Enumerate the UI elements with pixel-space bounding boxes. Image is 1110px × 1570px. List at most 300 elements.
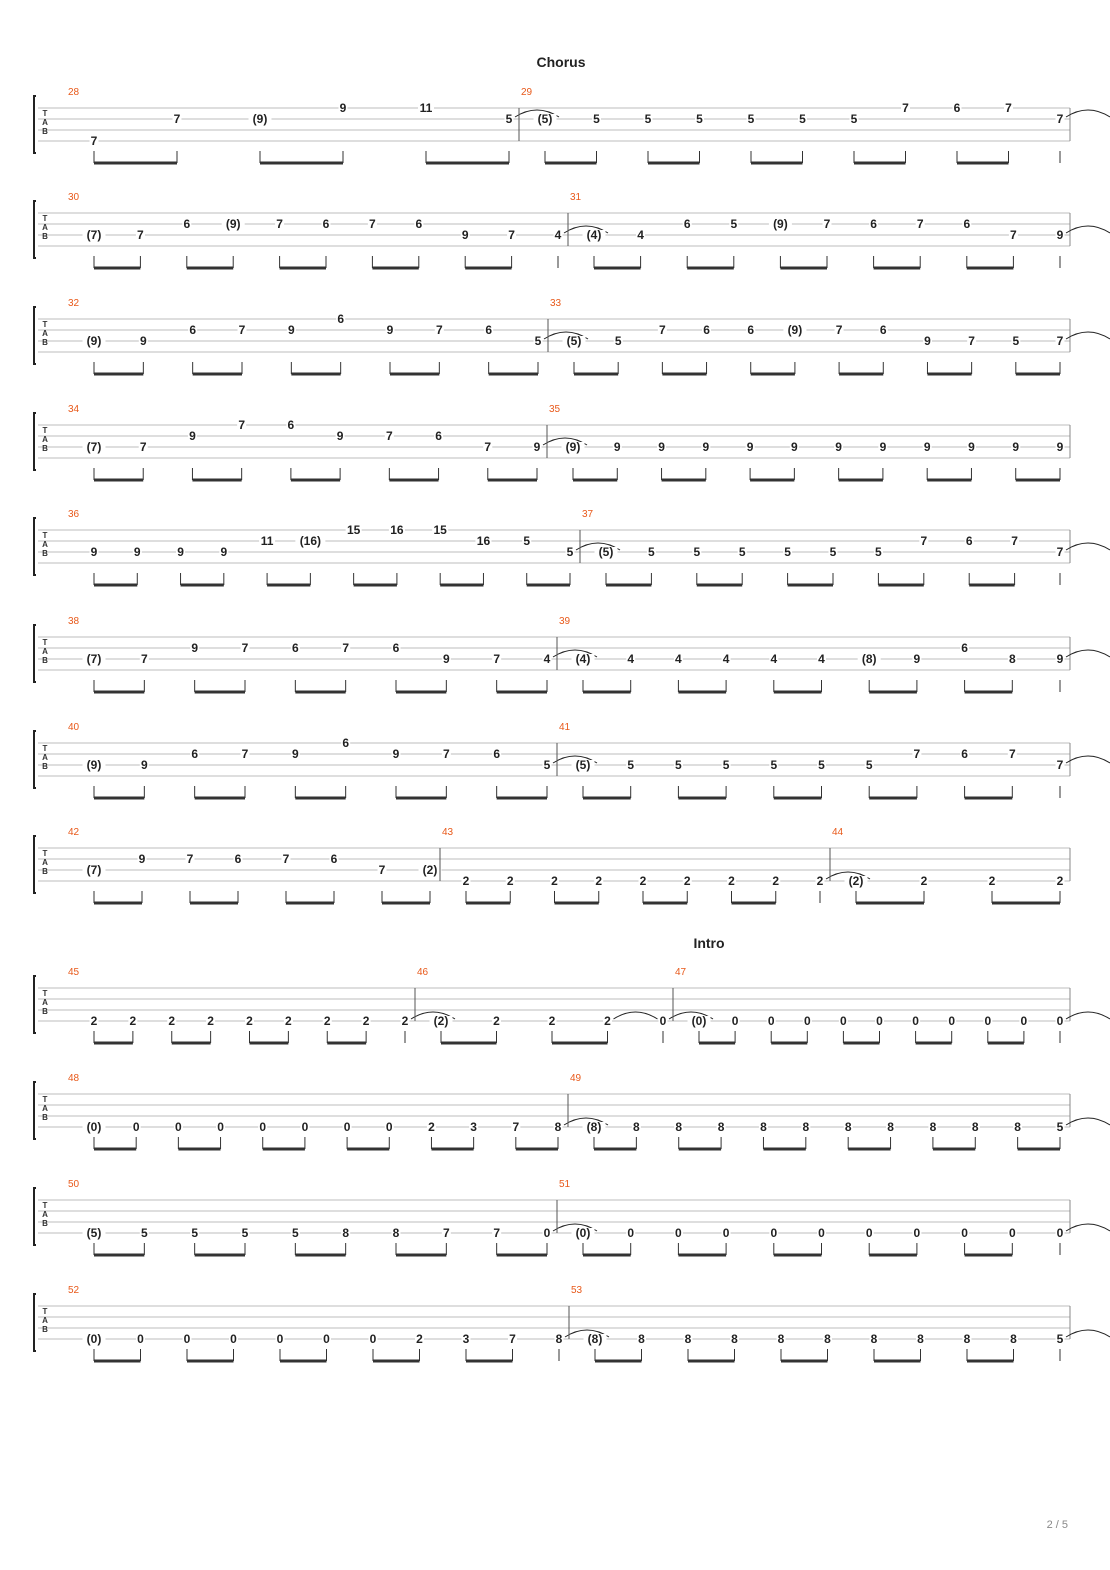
tab-clef-letter: A	[42, 1316, 48, 1325]
bar-number: 29	[521, 87, 533, 98]
fret-number: 5	[614, 334, 622, 348]
fret-number: (7)	[86, 228, 102, 242]
tab-system	[34, 1073, 1110, 1149]
fret-number: 5	[747, 112, 755, 126]
fret-number: 0	[276, 1332, 284, 1346]
fret-number: 2	[246, 1014, 253, 1028]
fret-number: (8)	[586, 1120, 602, 1134]
fret-number: 9	[461, 228, 469, 242]
tab-clef-letter: A	[42, 118, 48, 127]
fret-number: 5	[566, 545, 574, 559]
fret-number: 11	[260, 534, 274, 548]
tab-clef-letter: B	[42, 1113, 48, 1122]
fret-number: 9	[138, 852, 146, 866]
fret-number: 0	[183, 1332, 191, 1346]
system-bracket	[34, 307, 36, 364]
fret-number: 2	[285, 1014, 292, 1028]
fret-number: 9	[133, 545, 141, 559]
fret-number: (8)	[861, 652, 877, 666]
fret-number: 4	[627, 652, 635, 666]
fret-number: 5	[770, 758, 778, 772]
fret-number: 9	[139, 334, 147, 348]
fret-number: 5	[505, 112, 513, 126]
tab-clef-letter: B	[42, 1325, 48, 1334]
fret-number: 5	[875, 545, 882, 559]
bar-number: 46	[417, 967, 429, 978]
fret-number: 9	[189, 429, 196, 443]
fret-number: 5	[693, 545, 701, 559]
fret-number: 6	[415, 217, 423, 231]
system-bracket	[34, 96, 36, 153]
system-bracket	[34, 836, 36, 893]
fret-number: 0	[984, 1014, 992, 1028]
fret-number: 6	[330, 852, 338, 866]
tie-arc	[1066, 543, 1110, 550]
fret-number: 7	[509, 1332, 516, 1346]
fret-number: 7	[90, 134, 98, 148]
tab-clef-letter: T	[42, 426, 48, 435]
fret-number: (9)	[252, 112, 268, 126]
fret-number: 0	[1008, 1226, 1016, 1240]
tab-clef-letter: T	[42, 1307, 48, 1316]
fret-number: 7	[173, 112, 181, 126]
fret-number: 8	[554, 1120, 562, 1134]
fret-number: 0	[913, 1226, 921, 1240]
fret-number: 9	[287, 323, 295, 337]
fret-number: 9	[386, 323, 394, 337]
fret-number: 7	[369, 217, 376, 231]
fret-number: 6	[435, 429, 442, 443]
fret-number: 5	[1056, 1120, 1064, 1134]
fret-number: 8	[917, 1332, 924, 1346]
fret-number: 9	[1056, 228, 1064, 242]
fret-number: 9	[392, 747, 400, 761]
fret-number: (5)	[537, 112, 553, 126]
tab-clef-letter: B	[42, 1007, 48, 1016]
fret-number: 0	[385, 1120, 393, 1134]
fret-number: 6	[287, 418, 295, 432]
tab-clef-letter: T	[42, 744, 48, 753]
system-bracket	[34, 625, 36, 682]
fret-number: 0	[343, 1120, 351, 1134]
tab-clef-letter: B	[42, 338, 48, 347]
tab-clef-letter: T	[42, 1095, 48, 1104]
fret-number: 7	[1056, 334, 1064, 348]
tie-arc	[1066, 1118, 1110, 1125]
fret-number: 0	[912, 1014, 919, 1028]
fret-number: 5	[865, 758, 873, 772]
tab-system	[34, 1179, 1110, 1255]
fret-number: 5	[627, 758, 635, 772]
fret-number: (4)	[575, 652, 591, 666]
fret-number: 8	[675, 1120, 683, 1134]
tie-arc	[1066, 1224, 1110, 1231]
fret-number: 9	[968, 440, 975, 454]
fret-number: 15	[346, 523, 361, 537]
fret-number: 7	[139, 440, 147, 454]
fret-number: 5	[291, 1226, 299, 1240]
fret-number: 2	[816, 874, 824, 888]
fret-number: 2	[639, 874, 647, 888]
fret-number: 6	[879, 323, 887, 337]
fret-number: (9)	[86, 758, 102, 772]
tab-clef-letter: A	[42, 998, 48, 1007]
fret-number: (7)	[86, 652, 102, 666]
fret-number: 7	[385, 429, 393, 443]
fret-number: 8	[1008, 652, 1016, 666]
fret-number: 0	[840, 1014, 847, 1028]
fret-number: 9	[1012, 440, 1020, 454]
fret-number: 7	[241, 747, 249, 761]
fret-number: 8	[555, 1332, 563, 1346]
fret-number: (0)	[86, 1120, 102, 1134]
fret-number: 9	[1056, 652, 1064, 666]
system-bracket	[34, 201, 36, 258]
tab-clef-letter: A	[42, 1104, 48, 1113]
fret-number: 7	[241, 641, 249, 655]
tab-clef-letter: B	[42, 549, 48, 558]
fret-number: 0	[230, 1332, 237, 1346]
tab-clef-letter: T	[42, 989, 48, 998]
fret-number: 0	[865, 1226, 873, 1240]
fret-number: 9	[336, 429, 344, 443]
fret-number: 8	[633, 1120, 640, 1134]
tab-system	[34, 54, 1110, 163]
fret-number: 4	[722, 652, 730, 666]
fret-number: 0	[770, 1226, 778, 1240]
fret-number: 2	[428, 1120, 435, 1134]
fret-number: (2)	[433, 1014, 449, 1028]
fret-number: 4	[818, 652, 825, 666]
fret-number: 5	[696, 112, 703, 126]
tab-clef-letter: A	[42, 753, 48, 762]
bar-number: 35	[549, 404, 561, 415]
fret-number: 7	[1056, 545, 1064, 559]
tab-clef-letter: T	[42, 1201, 48, 1210]
tie-arc	[1066, 756, 1110, 763]
fret-number: 0	[948, 1014, 956, 1028]
bar-number: 45	[68, 967, 80, 978]
fret-number: 8	[802, 1120, 810, 1134]
fret-number: 5	[675, 758, 682, 772]
bar-number: 28	[68, 87, 80, 98]
bar-number: 33	[550, 298, 562, 309]
bar-number: 30	[68, 192, 80, 203]
bar-number: 42	[68, 827, 80, 838]
fret-number: (5)	[575, 758, 591, 772]
fret-number: 11	[419, 101, 433, 115]
tab-system	[34, 298, 1110, 374]
fret-number: 5	[648, 545, 655, 559]
fret-number: 0	[1056, 1226, 1064, 1240]
bar-number: 48	[68, 1073, 80, 1084]
fret-number: (9)	[225, 217, 241, 231]
tie-arc	[1066, 650, 1110, 657]
tab-clef-letter: A	[42, 329, 48, 338]
fret-number: 4	[770, 652, 778, 666]
fret-number: 6	[963, 217, 971, 231]
bar-number: 41	[559, 722, 571, 733]
tab-system	[34, 1285, 1110, 1361]
fret-number: 2	[683, 874, 691, 888]
fret-number: 9	[339, 101, 347, 115]
fret-number: 5	[140, 1226, 148, 1240]
tab-clef-letter: T	[42, 531, 48, 540]
fret-number: 7	[916, 217, 924, 231]
fret-number: 0	[137, 1332, 144, 1346]
fret-number: 5	[1056, 1332, 1064, 1346]
fret-number: 6	[493, 747, 501, 761]
tab-clef-letter: T	[42, 638, 48, 647]
fret-number: 7	[140, 652, 148, 666]
fret-number: 5	[738, 545, 746, 559]
tab-clef-letter: B	[42, 867, 48, 876]
tab-clef-letter: B	[42, 232, 48, 241]
fret-number: 5	[784, 545, 791, 559]
fret-number: 2	[168, 1014, 176, 1028]
fret-number: 5	[543, 758, 551, 772]
fret-number: 5	[829, 545, 837, 559]
fret-number: 0	[175, 1120, 182, 1134]
fret-number: (0)	[575, 1226, 591, 1240]
fret-number: 0	[259, 1120, 267, 1134]
tab-clef-letter: B	[42, 127, 48, 136]
tab-clef-letter: T	[42, 109, 48, 118]
fret-number: (16)	[299, 534, 322, 548]
fret-number: 2	[207, 1014, 214, 1028]
fret-number: 0	[1020, 1014, 1028, 1028]
tab-system	[34, 935, 1110, 1043]
fret-number: 0	[675, 1226, 682, 1240]
fret-number: 6	[342, 736, 350, 750]
fret-number: 16	[390, 523, 404, 537]
fret-number: 7	[659, 323, 666, 337]
fret-number: 7	[920, 534, 928, 548]
fret-number: 9	[90, 545, 98, 559]
fret-number: 0	[876, 1014, 883, 1028]
fret-number: 5	[241, 1226, 249, 1240]
fret-number: 7	[238, 418, 246, 432]
fret-number: 7	[484, 440, 492, 454]
system-bracket	[34, 731, 36, 788]
bar-number: 39	[559, 616, 571, 627]
section-heading: Intro	[693, 935, 725, 951]
fret-number: 6	[961, 641, 968, 655]
fret-number: 0	[627, 1226, 635, 1240]
fret-number: (0)	[691, 1014, 707, 1028]
fret-number: (2)	[422, 863, 438, 877]
fret-number: 8	[342, 1226, 350, 1240]
fret-number: 0	[659, 1014, 667, 1028]
fret-number: 5	[850, 112, 858, 126]
fret-number: 6	[965, 534, 973, 548]
fret-number: 2	[416, 1332, 423, 1346]
tab-clef-letter: B	[42, 444, 48, 453]
fret-number: 6	[191, 747, 199, 761]
fret-number: 6	[183, 217, 191, 231]
bar-number: 52	[68, 1285, 80, 1296]
fret-number: 2	[401, 1014, 409, 1028]
fret-number: 9	[1056, 440, 1064, 454]
bar-number: 31	[570, 192, 582, 203]
tab-clef-letter: A	[42, 858, 48, 867]
fret-number: 0	[961, 1226, 968, 1240]
fret-number: 0	[543, 1226, 551, 1240]
system-bracket	[34, 1082, 36, 1139]
fret-number: 8	[824, 1332, 831, 1346]
fret-number: 2	[728, 874, 735, 888]
fret-number: 2	[551, 874, 558, 888]
fret-number: 0	[132, 1120, 140, 1134]
tab-clef-letter: A	[42, 435, 48, 444]
fret-number: 9	[533, 440, 541, 454]
fret-number: 4	[543, 652, 551, 666]
fret-number: 6	[953, 101, 961, 115]
fret-number: 9	[924, 334, 931, 348]
fret-number: (7)	[86, 863, 102, 877]
fret-number: 9	[879, 440, 887, 454]
bar-number: 40	[68, 722, 80, 733]
bar-number: 53	[571, 1285, 583, 1296]
fret-number: 2	[772, 874, 780, 888]
fret-number: 5	[593, 112, 600, 126]
fret-number: 15	[433, 523, 447, 537]
bar-number: 49	[570, 1073, 582, 1084]
fret-number: 0	[217, 1120, 224, 1134]
fret-number: 4	[554, 228, 562, 242]
tie-arc	[614, 1012, 658, 1019]
fret-number: 5	[722, 758, 730, 772]
tie-arc	[1066, 110, 1110, 117]
fret-number: 9	[913, 652, 921, 666]
system-bracket	[34, 1294, 36, 1351]
fret-number: 0	[323, 1332, 330, 1346]
tab-system	[34, 616, 1110, 692]
fret-number: 8	[963, 1332, 971, 1346]
fret-number: 3	[462, 1332, 470, 1346]
fret-number: 8	[1010, 1332, 1017, 1346]
fret-number: 6	[870, 217, 877, 231]
fret-number: 7	[512, 1120, 520, 1134]
tie-arc	[1066, 1012, 1110, 1019]
fret-number: 7	[493, 652, 501, 666]
fret-number: 9	[702, 440, 710, 454]
fret-number: 0	[722, 1226, 730, 1240]
tab-system	[34, 509, 1110, 585]
fret-number: 6	[747, 323, 755, 337]
fret-number: 6	[322, 217, 330, 231]
fret-number: 6	[392, 641, 400, 655]
fret-number: 7	[378, 863, 386, 877]
fret-number: 5	[191, 1226, 199, 1240]
fret-number: (2)	[848, 874, 864, 888]
tab-clef-letter: A	[42, 223, 48, 232]
fret-number: 7	[508, 228, 515, 242]
fret-number: 6	[189, 323, 197, 337]
tab-clef-letter: A	[42, 540, 48, 549]
fret-number: (0)	[86, 1332, 102, 1346]
tab-clef-letter: B	[42, 1219, 48, 1228]
fret-number: 8	[392, 1226, 400, 1240]
tab-clef-letter: A	[42, 1210, 48, 1219]
fret-number: (5)	[566, 334, 582, 348]
fret-number: 8	[684, 1332, 692, 1346]
fret-number: 7	[282, 852, 290, 866]
fret-number: 7	[186, 852, 194, 866]
fret-number: 5	[1012, 334, 1020, 348]
tab-clef-letter: A	[42, 647, 48, 656]
fret-number: 7	[276, 217, 283, 231]
fret-number: 5	[818, 758, 825, 772]
fret-number: 2	[920, 874, 928, 888]
fret-number: 5	[644, 112, 652, 126]
fret-number: 9	[791, 440, 798, 454]
system-bracket	[34, 413, 36, 470]
fret-number: 8	[929, 1120, 937, 1134]
fret-number: (9)	[773, 217, 788, 231]
fret-number: 9	[923, 440, 931, 454]
fret-number: 9	[291, 747, 299, 761]
fret-number: 2	[129, 1014, 137, 1028]
fret-number: 9	[442, 652, 450, 666]
fret-number: 2	[323, 1014, 331, 1028]
tab-clef-letter: B	[42, 656, 48, 665]
fret-number: 6	[961, 747, 968, 761]
fret-number: (7)	[86, 440, 102, 454]
bar-number: 34	[68, 404, 80, 415]
fret-number: 0	[731, 1014, 739, 1028]
system-bracket	[34, 1188, 36, 1245]
fret-number: 7	[435, 323, 443, 337]
fret-number: 7	[442, 1226, 450, 1240]
tab-system	[34, 404, 1070, 480]
fret-number: 0	[1056, 1014, 1064, 1028]
fret-number: 7	[1010, 228, 1017, 242]
fret-number: 8	[760, 1120, 767, 1134]
fret-number: 2	[506, 874, 514, 888]
bar-number: 36	[68, 509, 80, 520]
bar-number: 44	[832, 827, 844, 838]
fret-number: (9)	[787, 323, 803, 337]
bar-number: 43	[442, 827, 454, 838]
tab-clef-letter: T	[42, 214, 48, 223]
fret-number: 9	[658, 440, 665, 454]
fret-number: 7	[1008, 747, 1016, 761]
fret-number: (9)	[565, 440, 581, 454]
fret-number: 7	[913, 747, 921, 761]
bar-number: 38	[68, 616, 80, 627]
tab-clef-letter: B	[42, 762, 48, 771]
fret-number: 6	[703, 323, 710, 337]
fret-number: 8	[844, 1120, 852, 1134]
fret-number: 0	[369, 1332, 377, 1346]
fret-number: 7	[442, 747, 450, 761]
bar-number: 37	[582, 509, 594, 520]
fret-number: 16	[476, 534, 491, 548]
fret-number: 8	[870, 1332, 878, 1346]
section-heading: Chorus	[536, 54, 586, 70]
fret-number: 7	[238, 323, 246, 337]
fret-number: 7	[137, 228, 144, 242]
tab-system	[34, 722, 1110, 798]
fret-number: 8	[777, 1332, 785, 1346]
fret-number: 0	[803, 1014, 811, 1028]
fret-number: 8	[1014, 1120, 1021, 1134]
fret-number: 2	[462, 874, 470, 888]
page-number: 2 / 5	[1046, 1519, 1068, 1531]
fret-number: 7	[968, 334, 975, 348]
tab-clef-letter: T	[42, 849, 48, 858]
